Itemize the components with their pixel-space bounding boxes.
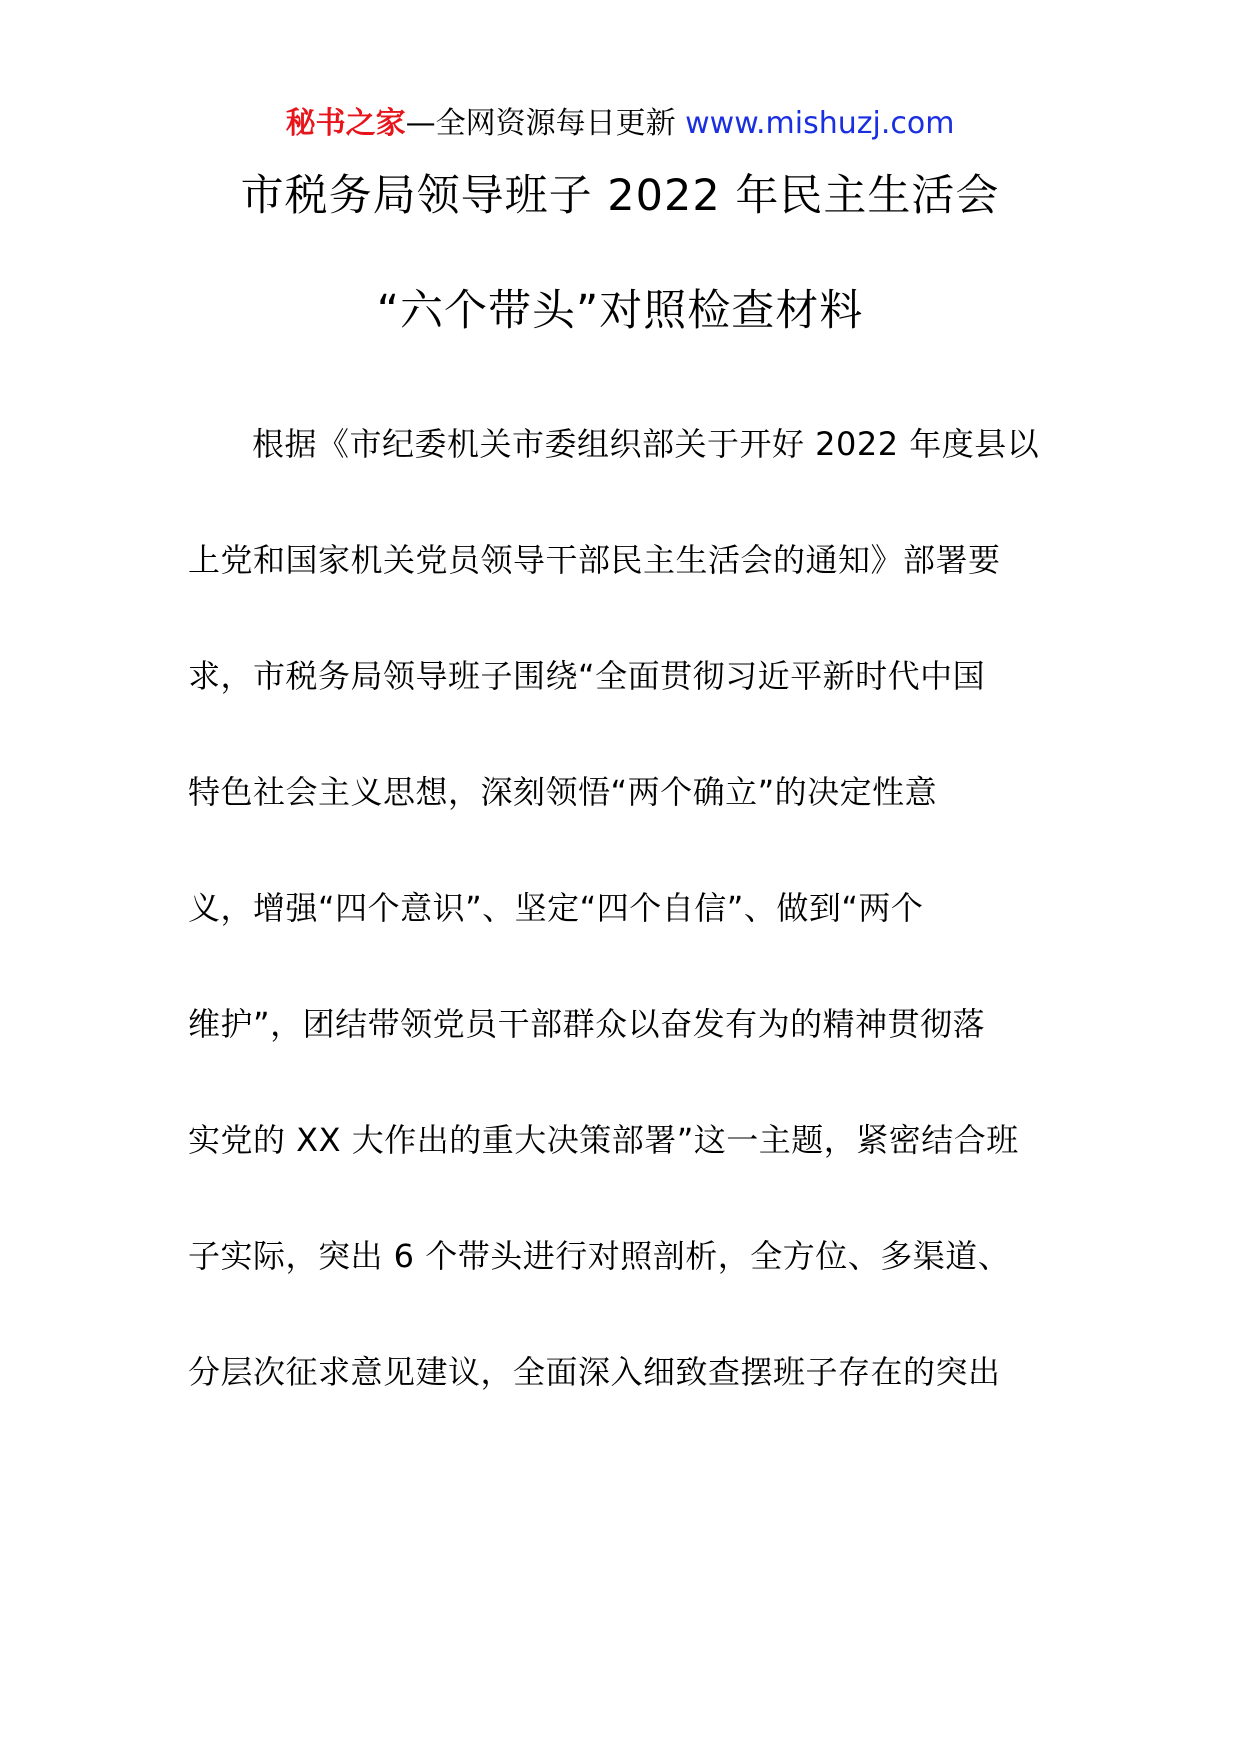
body-line-8: 子实际，突出 6 个带头进行对照剖析，全方位、多渠道、 [188,1237,1011,1275]
body-line-9: 分层次征求意见建议，全面深入细致查摆班子存在的突出 [188,1353,1001,1391]
body-line-7: 实党的 XX 大作出的重大决策部署”这一主题，紧密结合班 [188,1121,1019,1159]
site-brand: 秘书之家 [285,106,406,141]
body-line-5: 义，增强“四个意识”、坚定“四个自信”、做到“两个 [188,889,924,927]
body-line-1: 根据《市纪委机关市委组织部关于开好 2022 年度县以 [252,425,1040,463]
site-tagline: —全网资源每日更新 [405,106,686,141]
body-line-6: 维护”，团结带领党员干部群众以奋发有为的精神贯彻落 [188,1005,986,1043]
document-title-line-1: 市税务局领导班子 2022 年民主生活会 [240,171,1000,221]
body-line-2: 上党和国家机关党员领导干部民主生活会的通知》部署要 [188,541,1001,579]
site-url-link[interactable]: www.mishuzj.com [685,106,955,141]
body-line-4: 特色社会主义思想，深刻领悟“两个确立”的决定性意 [188,773,938,811]
body-line-3: 求，市税务局领导班子围绕“全面贯彻习近平新时代中国 [188,657,986,695]
site-header [0,102,1240,146]
document-title-line-2: “六个带头”对照检查材料 [376,286,864,336]
